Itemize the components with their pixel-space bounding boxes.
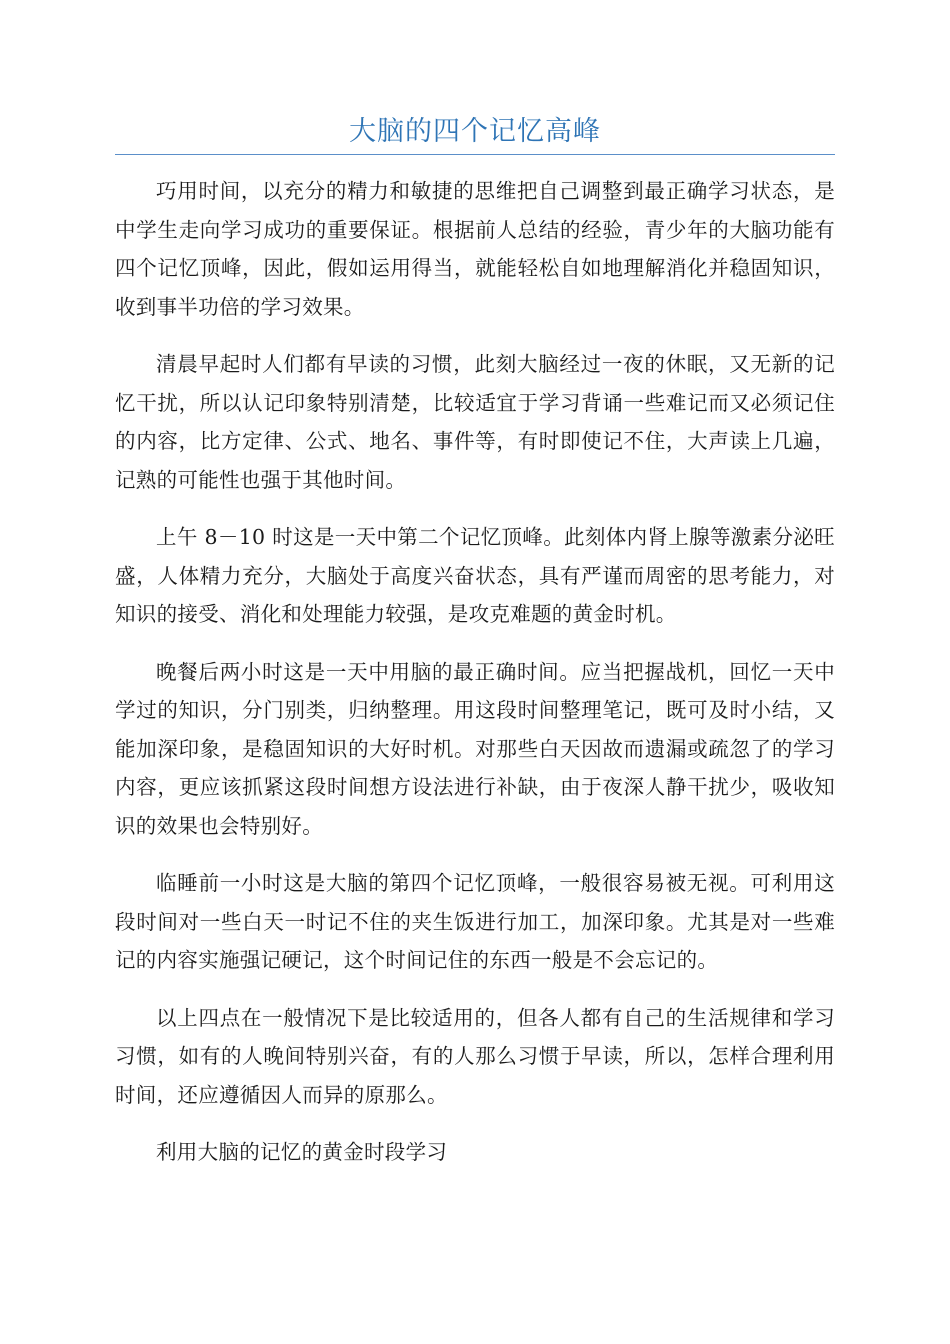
page-title: 大脑的四个记忆高峰: [349, 116, 601, 147]
paragraph-bedtime: 临睡前一小时这是大脑的第四个记忆顶峰，一般很容易被无视。可利用这段时间对一些白天一时记不住的夹生饭进行加工，加深印象。尤其是对一些难记的内容实施强记硬记，这个时间记住的东西一般是不会忘记的。: [115, 871, 835, 972]
title-underline: [115, 154, 835, 155]
paragraph-evening: 晚餐后两小时这是一天中用脑的最正确时间。应当把握战机，回忆一天中学过的知识，分门别类，归纳整理。用这段时间整理笔记，既可及时小结，又能加深印象，是稳固知识的大好时机。对那些白天因故而遗漏或疏忽了的学习内容，更应该抓紧这段时间想方设法进行补缺，由于夜深人静干扰少，吸收知识的效果也会特别好。: [115, 659, 835, 838]
paragraph-closing: 利用大脑的记忆的黄金时段学习: [156, 1140, 448, 1164]
paragraph-forenoon: 上午 8－10 时这是一天中第二个记忆顶峰。此刻体内肾上腺等激素分泌旺盛，人体精力充分，大脑处于高度兴奋状态，具有严谨而周密的思考能力，对知识的接受、消化和处理能力较强，是攻克难题的黄金时机。: [115, 525, 835, 626]
document-body: [115, 172, 835, 1191]
paragraph-summary: 以上四点在一般情况下是比较适用的，但各人都有自己的生活规律和学习习惯，如有的人晚间特别兴奋，有的人那么习惯于早读，所以，怎样合理利用时间，还应遵循因人而异的原那么。: [115, 1005, 835, 1107]
paragraph-intro: 巧用时间，以充分的精力和敏捷的思维把自己调整到最正确学习状态，是中学生走向学习成功的重要保证。根据前人总结的经验，青少年的大脑功能有四个记忆顶峰，因此，假如运用得当，就能轻松自如地理解消化并稳固知识，收到事半功倍的学习效果。: [115, 179, 835, 319]
paragraph-morning: 清晨早起时人们都有早读的习惯，此刻大脑经过一夜的休眠，又无新的记忆干扰，所以认记印象特别清楚，比较适宜于学习背诵一些难记而又必须记住的内容，比方定律、公式、地名、事件等，有时即使记不住，大声读上几遍，记熟的可能性也强于其他时间。: [115, 352, 835, 492]
